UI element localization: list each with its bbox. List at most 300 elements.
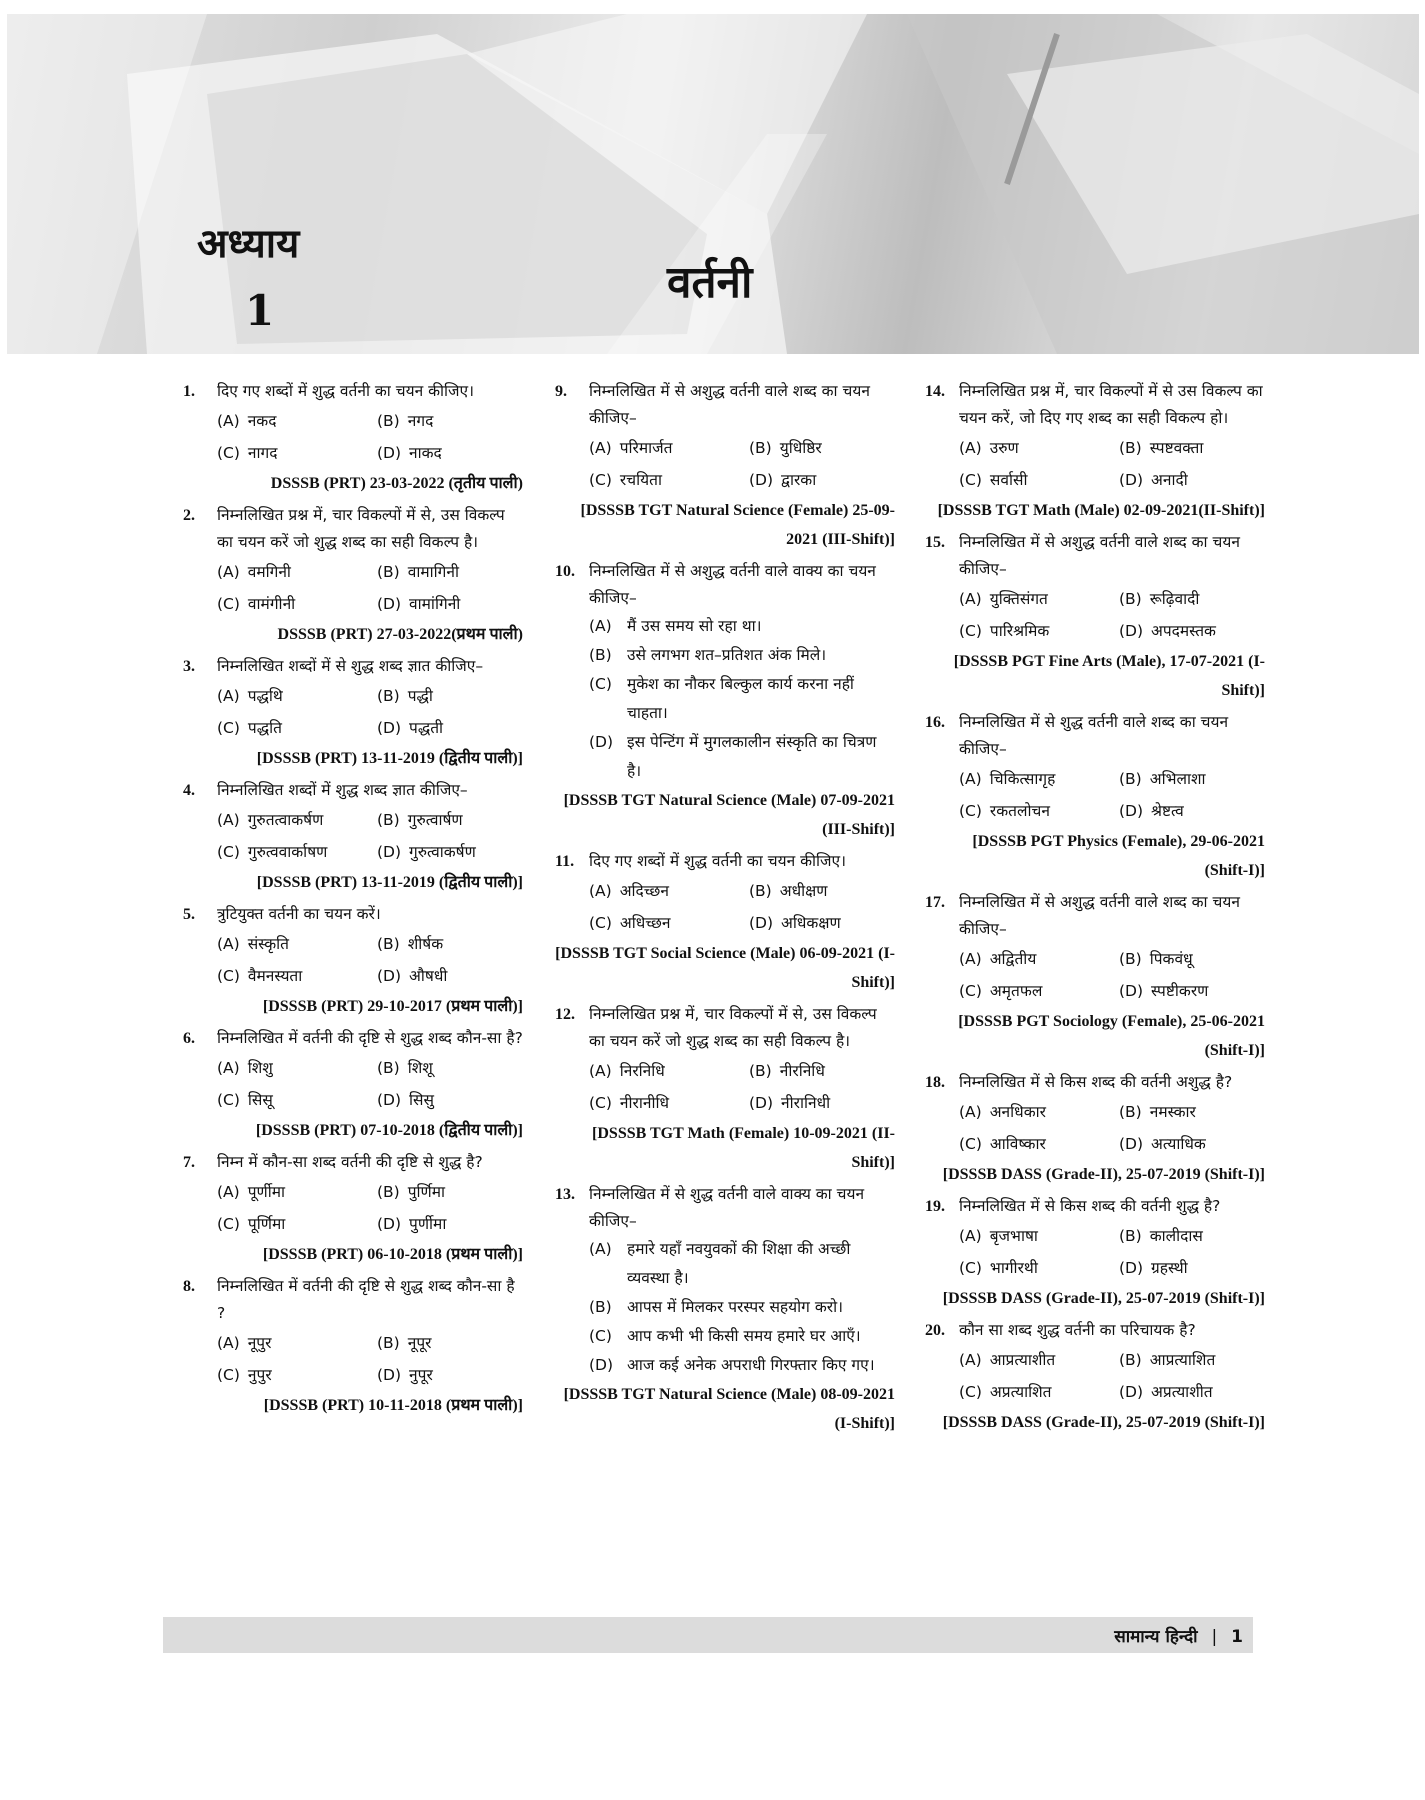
question-text: निम्नलिखित शब्दों में शुद्ध शब्द ज्ञात कीजिए– [217, 781, 468, 799]
options-grid [183, 804, 523, 868]
question-number: 11. [555, 853, 575, 870]
option-letter: (B) [749, 882, 772, 900]
option [589, 1087, 749, 1119]
question-text-line [183, 1149, 523, 1176]
option [1119, 1252, 1299, 1284]
exam-source: [DSSSB TGT Math (Male) 02-09-2021(II-Shift)] [937, 502, 1265, 519]
option-text: शीर्षक [407, 935, 444, 953]
option-letter: (C) [589, 1094, 612, 1112]
option [555, 641, 895, 670]
exam-source: DSSSB (PRT) 27-03-2022(प्रथम पाली) [277, 626, 523, 643]
option-letter: (C) [959, 982, 982, 1000]
options-grid [183, 1052, 523, 1116]
option-text: आप कभी भी किसी समय हमारे घर आएँ। [627, 1327, 861, 1345]
option-text: अद्वितीय [989, 950, 1037, 968]
option [377, 804, 557, 836]
option-text: वमगिनी [247, 563, 291, 581]
question-column-1 [183, 378, 523, 1424]
option [1119, 763, 1299, 795]
option-text: शिशु [247, 1059, 273, 1077]
question-block [183, 901, 523, 1021]
option-letter: (D) [377, 1366, 402, 1384]
option [555, 612, 895, 641]
exam-source: [DSSSB TGT Social Science (Male) 06-09-2021 (I-Shift)] [555, 945, 895, 991]
question-text-line [925, 1069, 1265, 1096]
options-grid [183, 556, 523, 620]
question-block [555, 378, 895, 554]
option-letter: (D) [377, 843, 402, 861]
question-text: दिए गए शब्दों में शुद्ध वर्तनी का चयन कीजिए। [589, 852, 846, 870]
question-text: निम्नलिखित में से किस शब्द की वर्तनी शुद्ध है? [959, 1197, 1221, 1215]
option-letter: (A) [589, 1240, 612, 1258]
option [959, 1096, 1119, 1128]
question-text: निम्नलिखित शब्दों में से शुद्ध शब्द ज्ञात कीजिए– [217, 657, 484, 675]
exam-source: [DSSSB PGT Sociology (Female), 25-06-2021 (Shift-I)] [958, 1013, 1265, 1059]
option [1119, 1344, 1299, 1376]
option [217, 437, 377, 469]
option [377, 437, 557, 469]
question-block [555, 1181, 895, 1438]
option-text: नमस्कार [1149, 1103, 1196, 1121]
option-text: नगद [407, 412, 434, 430]
option-letter: (C) [217, 967, 240, 985]
option [217, 588, 377, 620]
option-letter: (D) [749, 1094, 774, 1112]
option-letter: (C) [589, 1327, 612, 1345]
options-grid [183, 928, 523, 992]
question-text: निम्न में कौन-सा शब्द वर्तनी की दृष्टि से शुद्ध है? [217, 1153, 483, 1171]
question-text: निम्नलिखित में से अशुद्ध वर्तनी वाले वाक्य का चयन कीजिए– [589, 562, 876, 607]
question-text: निम्नलिखित में से अशुद्ध वर्तनी वाले शब्द का चयन कीजिए– [959, 893, 1240, 938]
exam-source: [DSSSB (PRT) 13-11-2019 (द्वितीय पाली)] [256, 874, 523, 891]
option [377, 1084, 557, 1116]
question-number: 9. [555, 383, 567, 400]
question-number: 7. [183, 1154, 195, 1171]
option [377, 556, 557, 588]
option [959, 583, 1119, 615]
question-number: 10. [555, 563, 575, 580]
option [377, 928, 557, 960]
option-text: पद्धती [409, 719, 444, 737]
option [377, 405, 557, 437]
option-text: चिकित्सागृह [989, 770, 1056, 788]
option-letter: (C) [959, 622, 982, 640]
option-letter: (B) [377, 412, 400, 430]
question-text-line [183, 378, 523, 405]
question-block [183, 1025, 523, 1145]
chapter-number: 1 [245, 286, 275, 335]
question-block [183, 378, 523, 498]
option-text: गुरुत्वाकर्षण [409, 843, 476, 861]
option-letter: (B) [589, 1298, 612, 1316]
question-text: निम्नलिखित में से शुद्ध वर्तनी वाले वाक्य का चयन कीजिए– [589, 1185, 865, 1230]
question-block [555, 848, 895, 997]
option-text: वामंगीनी [247, 595, 296, 613]
option-letter: (B) [1119, 439, 1142, 457]
option [589, 432, 749, 464]
option [1119, 795, 1299, 827]
option [217, 928, 377, 960]
option [217, 836, 377, 868]
options-grid [555, 432, 895, 496]
question-block [183, 653, 523, 773]
option-text: युधिष्ठिर [779, 439, 822, 457]
option [555, 1322, 895, 1351]
exam-source: [DSSSB TGT Natural Science (Male) 07-09-2021 (III-Shift)] [563, 792, 895, 838]
option [217, 1052, 377, 1084]
option [959, 432, 1119, 464]
option-text: पद्धति [247, 719, 282, 737]
option-text: द्वारका [781, 471, 817, 489]
footer-text [1114, 1624, 1243, 1647]
option [1119, 975, 1299, 1007]
exam-source: [DSSSB PGT Physics (Female), 29-06-2021 (Shift-I)] [972, 833, 1265, 879]
option-letter: (D) [377, 1215, 402, 1233]
option [959, 1220, 1119, 1252]
question-text: निम्नलिखित में वर्तनी की दृष्टि से शुद्ध शब्द कौन-सा है ? [217, 1277, 515, 1322]
option [217, 1084, 377, 1116]
option-letter: (C) [959, 1259, 982, 1277]
option-letter: (A) [959, 439, 982, 457]
option-text: मुकेश का नौकर बिल्कुल कार्य करना नहीं चाहता। [627, 675, 854, 722]
option-text: आपस में मिलकर परस्पर सहयोग करो। [627, 1298, 843, 1316]
option [377, 680, 557, 712]
option-text: पूर्णीमा [247, 1183, 286, 1201]
option-letter: (A) [217, 1183, 240, 1201]
option-text: नीरनिधि [779, 1062, 825, 1080]
option-text: पद्धी [407, 687, 433, 705]
option [1119, 464, 1299, 496]
option [217, 1327, 377, 1359]
option-text: शिशू [407, 1059, 433, 1077]
option-text: आप्रत्याशीत [989, 1351, 1056, 1369]
option-letter: (D) [1119, 622, 1144, 640]
option-letter: (B) [377, 811, 400, 829]
question-text-line [183, 1273, 523, 1327]
footer-separator: | [1211, 1627, 1218, 1647]
option-letter: (B) [1119, 1227, 1142, 1245]
option-text: औषधी [409, 967, 448, 985]
options-grid [183, 1176, 523, 1240]
question-number: 15. [925, 534, 945, 551]
question-block [183, 502, 523, 649]
option-letter: (A) [589, 1062, 612, 1080]
option [377, 712, 557, 744]
option-text: परिमार्जत [619, 439, 673, 457]
exam-source: [DSSSB DASS (Grade-II), 25-07-2019 (Shift-I)] [942, 1166, 1265, 1183]
option-text: पिकवंधू [1149, 950, 1193, 968]
option [959, 464, 1119, 496]
exam-source: [DSSSB (PRT) 07-10-2018 (द्वितीय पाली)] [255, 1122, 523, 1139]
option-text: पारिश्रमिक [989, 622, 1050, 640]
question-block [925, 529, 1265, 705]
option [377, 588, 557, 620]
option [959, 1252, 1119, 1284]
option-letter: (D) [377, 595, 402, 613]
exam-source: [DSSSB TGT Natural Science (Female) 25-09-2021 (III-Shift)] [580, 502, 895, 548]
option-letter: (D) [589, 733, 614, 751]
option-letter: (A) [589, 617, 612, 635]
option-text: वामागिनी [407, 563, 460, 581]
option [589, 907, 749, 939]
options-grid [555, 1055, 895, 1119]
options-grid [925, 1220, 1265, 1284]
question-block [555, 1001, 895, 1177]
option-text: वैमनस्यता [247, 967, 303, 985]
option-letter: (A) [959, 1351, 982, 1369]
question-number: 6. [183, 1030, 195, 1047]
option-text: कालीदास [1149, 1227, 1203, 1245]
question-number: 18. [925, 1074, 945, 1091]
option-letter: (B) [377, 687, 400, 705]
question-text-line [555, 1181, 895, 1235]
option [589, 464, 749, 496]
option-letter: (D) [1119, 982, 1144, 1000]
option [377, 1359, 557, 1391]
option-text: आज कई अनेक अपराधी गिरफ्तार किए गए। [627, 1356, 875, 1374]
option-letter: (A) [589, 439, 612, 457]
option-letter: (A) [959, 950, 982, 968]
option [959, 1128, 1119, 1160]
option [377, 960, 557, 992]
option-text: गुरुतत्वाकर्षण [247, 811, 324, 829]
option-text: अनधिकार [989, 1103, 1046, 1121]
option-letter: (D) [377, 1091, 402, 1109]
exam-source: [DSSSB DASS (Grade-II), 25-07-2019 (Shift-I)] [942, 1290, 1265, 1307]
option-text: नूपुर [247, 1334, 272, 1352]
option-letter: (A) [959, 590, 982, 608]
options-grid [925, 1344, 1265, 1408]
option-letter: (B) [377, 1183, 400, 1201]
option-text: अपदमस्तक [1151, 622, 1216, 640]
option [377, 1327, 557, 1359]
option-text: उसे लगभग शत–प्रतिशत अंक मिले। [627, 646, 827, 664]
question-text: निम्नलिखित प्रश्न में, चार विकल्पों में से, उस विकल्प का चयन करें जो शुद्ध शब्द का सही विकल्प है। [589, 1005, 877, 1050]
exam-source: [DSSSB PGT Fine Arts (Male), 17-07-2021 (I-Shift)] [953, 653, 1265, 699]
option [959, 1344, 1119, 1376]
option-text: पद्धथि [247, 687, 283, 705]
option-letter: (A) [217, 811, 240, 829]
option-text: रूढ़िवादी [1149, 590, 1200, 608]
option-letter: (D) [1119, 1383, 1144, 1401]
option-letter: (D) [749, 471, 774, 489]
option-text: संस्कृति [247, 935, 289, 953]
question-text: त्रुटियुक्त वर्तनी का चयन करें। [217, 905, 381, 923]
option-letter: (A) [217, 1334, 240, 1352]
question-number: 17. [925, 894, 945, 911]
option [555, 728, 895, 786]
option-text: अत्याधिक [1151, 1135, 1206, 1153]
question-text-line [183, 1025, 523, 1052]
option-letter: (A) [217, 935, 240, 953]
question-text: दिए गए शब्दों में शुद्ध वर्तनी का चयन कीजिए। [217, 382, 474, 400]
option-text: मैं उस समय सो रहा था। [627, 617, 762, 635]
option [959, 975, 1119, 1007]
option-letter: (C) [959, 1383, 982, 1401]
option [1119, 1096, 1299, 1128]
question-text-line [555, 1001, 895, 1055]
option-text: भागीरथी [989, 1259, 1038, 1277]
option [1119, 1128, 1299, 1160]
option-text: पुर्णिमा [407, 1183, 446, 1201]
question-number: 14. [925, 383, 945, 400]
option-letter: (D) [1119, 802, 1144, 820]
option-text: अभिलाशा [1149, 770, 1206, 788]
option [749, 875, 929, 907]
option-letter: (C) [217, 843, 240, 861]
exam-source: [DSSSB (PRT) 29-10-2017 (प्रथम पाली)] [262, 998, 523, 1015]
option-letter: (C) [589, 914, 612, 932]
option [217, 1359, 377, 1391]
option-letter: (B) [1119, 1351, 1142, 1369]
exam-source: [DSSSB DASS (Grade-II), 25-07-2019 (Shift-I)] [942, 1414, 1265, 1431]
option-letter: (D) [377, 967, 402, 985]
option-text: रचयिता [619, 471, 662, 489]
question-number: 4. [183, 782, 195, 799]
option [749, 1087, 929, 1119]
option-letter: (D) [749, 914, 774, 932]
option [217, 960, 377, 992]
option-letter: (C) [217, 1366, 240, 1384]
question-text-line [183, 901, 523, 928]
option [589, 875, 749, 907]
option [959, 795, 1119, 827]
question-text-line [925, 1193, 1265, 1220]
option [749, 1055, 929, 1087]
option-text: स्पष्टीकरण [1151, 982, 1209, 1000]
options-grid [925, 1096, 1265, 1160]
question-text: कौन सा शब्द शुद्ध वर्तनी का परिचायक है? [959, 1321, 1196, 1339]
exam-source: [DSSSB TGT Natural Science (Male) 08-09-2021 (I-Shift)] [563, 1386, 895, 1432]
question-block [183, 1149, 523, 1269]
option [749, 432, 929, 464]
option-letter: (B) [749, 439, 772, 457]
option-text: अधिकक्षण [781, 914, 841, 932]
option [959, 1376, 1119, 1408]
option-text: नाकद [409, 444, 442, 462]
option-letter: (D) [589, 1356, 614, 1374]
option [555, 1235, 895, 1293]
option-letter: (B) [377, 935, 400, 953]
question-block [925, 1069, 1265, 1189]
question-text: निम्नलिखित में वर्तनी की दृष्टि से शुद्ध शब्द कौन-सा है? [217, 1029, 523, 1047]
option-letter: (B) [1119, 1103, 1142, 1121]
option-letter: (A) [959, 1227, 982, 1245]
option-letter: (B) [377, 1334, 400, 1352]
options-grid [183, 680, 523, 744]
option [1119, 1220, 1299, 1252]
question-text-line [183, 502, 523, 556]
question-text: निम्नलिखित प्रश्न में, चार विकल्पों में से, उस विकल्प का चयन करें जो शुद्ध शब्द का सही विकल्प है। [217, 506, 505, 551]
question-block [925, 1193, 1265, 1313]
option [959, 763, 1119, 795]
question-text: निम्नलिखित में से शुद्ध वर्तनी वाले शब्द का चयन कीजिए– [959, 713, 1229, 758]
question-text: निम्नलिखित में से अशुद्ध वर्तनी वाले शब्द का चयन कीजिए– [589, 382, 870, 427]
option-text: अप्रत्याशीत [1151, 1383, 1213, 1401]
question-number: 3. [183, 658, 195, 675]
option-text: पुर्णीमा [409, 1215, 447, 1233]
option-text: वामांगिनी [409, 595, 461, 613]
question-block [925, 378, 1265, 525]
question-number: 1. [183, 383, 195, 400]
chapter-title: वर्तनी [667, 257, 753, 308]
exam-source: [DSSSB (PRT) 13-11-2019 (द्वितीय पाली)] [256, 750, 523, 767]
option-text: नागद [247, 444, 278, 462]
option-letter: (C) [959, 1135, 982, 1153]
option-letter: (D) [1119, 471, 1144, 489]
option [377, 1052, 557, 1084]
option-letter: (B) [1119, 950, 1142, 968]
question-block [183, 777, 523, 897]
option [555, 1351, 895, 1380]
question-number: 2. [183, 507, 195, 524]
option-letter: (C) [589, 675, 612, 693]
question-column-3 [925, 378, 1265, 1441]
option-text: अनादी [1151, 471, 1188, 489]
footer-subject: सामान्य हिन्दी [1114, 1627, 1198, 1647]
option-letter: (D) [377, 444, 402, 462]
option-letter: (A) [959, 1103, 982, 1121]
option [1119, 583, 1299, 615]
question-text-line [925, 1317, 1265, 1344]
option [749, 907, 929, 939]
option-text: सिसू [247, 1091, 273, 1109]
question-text: निम्नलिखित प्रश्न में, चार विकल्पों में से उस विकल्प का चयन करें, जो दिए गए शब्द का सही विकल्प हो। [959, 382, 1263, 427]
option [377, 1176, 557, 1208]
option-letter: (B) [377, 1059, 400, 1077]
option [217, 556, 377, 588]
question-text-line [555, 558, 895, 612]
question-text-line [925, 709, 1265, 763]
option [377, 1208, 557, 1240]
options-grid [925, 583, 1265, 647]
option-text: स्पष्टवक्ता [1149, 439, 1204, 457]
option-letter: (D) [377, 719, 402, 737]
option-letter: (C) [589, 471, 612, 489]
page-footer [163, 1617, 1253, 1653]
question-block [925, 1317, 1265, 1437]
option-text: आविष्कार [989, 1135, 1046, 1153]
question-text: निम्नलिखित में से अशुद्ध वर्तनी वाले शब्द का चयन कीजिए– [959, 533, 1240, 578]
option-letter: (B) [1119, 770, 1142, 788]
option-text: अप्रत्याशित [989, 1383, 1052, 1401]
option-text: बृजभाषा [989, 1227, 1038, 1245]
option-text: गुरुत्ववार्काषण [247, 843, 328, 861]
option-text: सर्वासी [989, 471, 1028, 489]
option [959, 615, 1119, 647]
chapter-word: अध्याय [197, 220, 300, 267]
option-text: नुपूर [409, 1366, 433, 1384]
option [1119, 432, 1299, 464]
options-grid [925, 432, 1265, 496]
option [555, 1293, 895, 1322]
options-grid [925, 943, 1265, 1007]
option-text: हमारे यहाँ नवयुवकों की शिक्षा की अच्छी व्यवस्था है। [627, 1240, 851, 1287]
option-letter: (C) [959, 471, 982, 489]
option [749, 464, 929, 496]
exam-source: [DSSSB (PRT) 10-11-2018 (प्रथम पाली)] [263, 1397, 523, 1414]
option-text: इस पेन्टिंग में मुगलकालीन संस्कृति का चित्रण है। [627, 733, 877, 780]
question-block [925, 709, 1265, 885]
option-text: ग्रहस्थी [1151, 1259, 1188, 1277]
options-grid [925, 763, 1265, 827]
option-text: उरुण [989, 439, 1019, 457]
question-number: 20. [925, 1322, 945, 1339]
question-text-line [925, 889, 1265, 943]
option-text: नूपूर [407, 1334, 432, 1352]
option [377, 836, 557, 868]
option-text: अमृतफल [989, 982, 1043, 1000]
